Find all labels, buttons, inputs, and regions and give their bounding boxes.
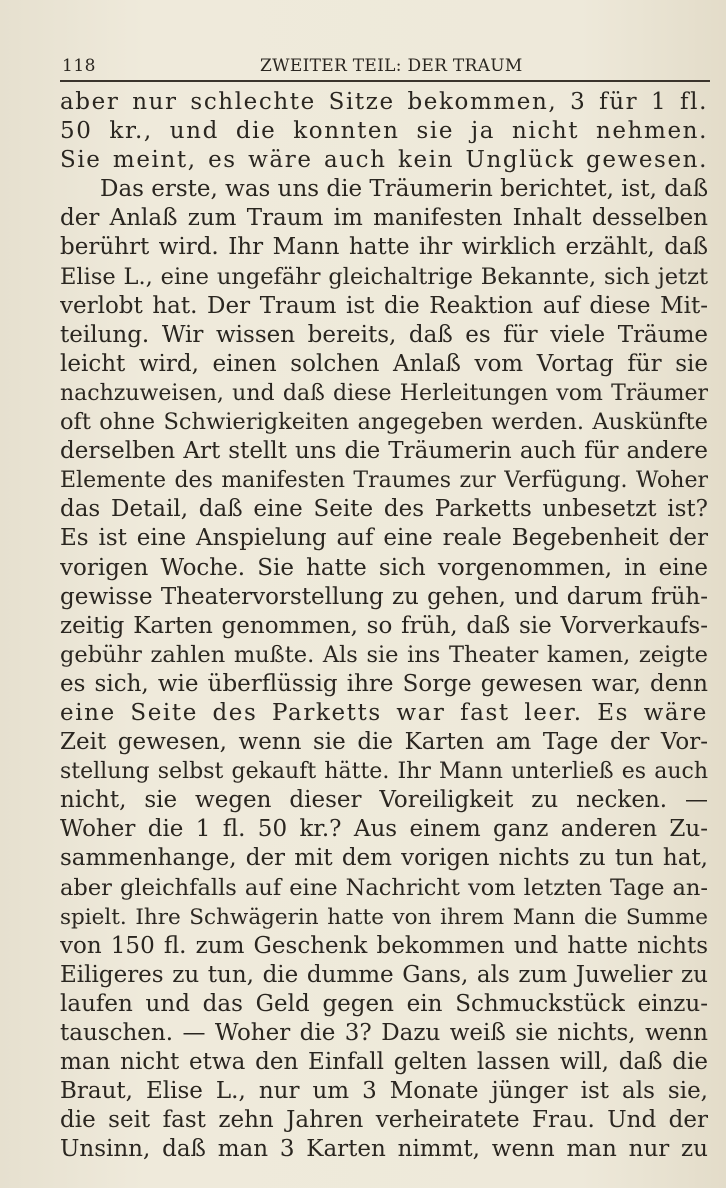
text-line: teilung. Wir wissen bereits, daß es für viele Träume [60, 321, 708, 348]
text-line: tauschen. — Woher die 3? Dazu weiß sie nichts, wenn [60, 1020, 708, 1046]
text-line: derselben Art stellt uns die Träumerin auch für andere [60, 438, 708, 465]
text-line: laufen und das Geld gegen ein Schmuckstück einzu- [60, 990, 708, 1017]
text-line: der Anlaß zum Traum im manifesten Inhalt desselben [60, 205, 708, 232]
text-line: nicht, sie wegen dieser Voreiligkeit zu necken. — [60, 787, 708, 814]
text-line: vorigen Woche. Sie hatte sich vorgenommen, in eine [60, 554, 708, 581]
text-line: gewisse Theatervorstellung zu gehen, und darum früh- [60, 583, 708, 610]
text-line: aber nur schlechte Sitze bekommen, 3 für 1 fl. [60, 89, 708, 115]
text-line: Das erste, was uns die Träumerin berichtet, ist, daß [100, 176, 708, 203]
text-line: Sie meint, es wäre auch kein Unglück gewesen. [60, 147, 708, 174]
text-line: aber gleichfalls auf eine Nachricht vom letzten Tage an- [60, 874, 708, 901]
text-line: das Detail, daß eine Seite des Parketts unbesetzt ist? [60, 496, 708, 523]
text-line: Es ist eine Anspielung auf eine reale Begebenheit der [60, 525, 708, 552]
text-line: man nicht etwa den Einfall gelten lassen will, daß die [60, 1049, 708, 1076]
text-line: Braut, Elise L., nur um 3 Monate jünger ist als sie, [60, 1078, 708, 1105]
text-line: von 150 fl. zum Geschenk bekommen und hatte nichts [60, 932, 708, 959]
running-head: ZWEITER TEIL: DER TRAUM [260, 56, 523, 76]
text-line: nachzuweisen, und daß diese Herleitungen vom Träumer [60, 380, 708, 406]
text-line: berührt wird. Ihr Mann hatte ihr wirklich erzählt, daß [60, 234, 708, 261]
page-header [60, 54, 710, 82]
text-line: die seit fast zehn Jahren verheiratete Frau. Und der [60, 1107, 708, 1134]
text-line: gebühr zahlen mußte. Als sie ins Theater kamen, zeigte [60, 641, 708, 668]
text-line: oft ohne Schwierigkeiten angegeben werden. Auskünfte [60, 409, 708, 436]
text-line: Eiligeres zu tun, die dumme Gans, als zum Juwelier zu [60, 961, 708, 988]
text-line: stellung selbst gekauft hätte. Ihr Mann unterließ es auch [60, 759, 708, 785]
text-line: Zeit gewesen, wenn sie die Karten am Tage der Vor- [60, 729, 708, 756]
text-line: 50 kr., und die konnten sie ja nicht nehmen. [60, 118, 708, 145]
text-line: es sich, wie überflüssig ihre Sorge gewesen war, denn [60, 670, 708, 697]
text-line: leicht wird, einen solchen Anlaß vom Vortag für sie [60, 350, 708, 377]
page-number: 118 [62, 56, 96, 76]
text-line: zeitig Karten genommen, so früh, daß sie Vorverkaufs- [60, 612, 708, 639]
text-line: sammenhange, der mit dem vorigen nichts zu tun hat, [60, 845, 708, 872]
text-line: Unsinn, daß man 3 Karten nimmt, wenn man nur zu [60, 1136, 708, 1163]
body-text [60, 88, 708, 1164]
text-line: Elemente des manifesten Traumes zur Verfügung. Woher [60, 468, 708, 494]
text-line: verlobt hat. Der Traum ist die Reaktion auf diese Mit- [60, 292, 708, 319]
text-line: eine Seite des Parketts war fast leer. Es wäre [60, 699, 708, 726]
text-line: Woher die 1 fl. 50 kr.? Aus einem ganz anderen Zu- [60, 816, 708, 843]
text-line: Elise L., eine ungefähr gleichaltrige Bekannte, sich jetzt [60, 263, 708, 290]
text-line: spielt. Ihre Schwägerin hatte von ihrem Mann die Summe [60, 904, 708, 930]
